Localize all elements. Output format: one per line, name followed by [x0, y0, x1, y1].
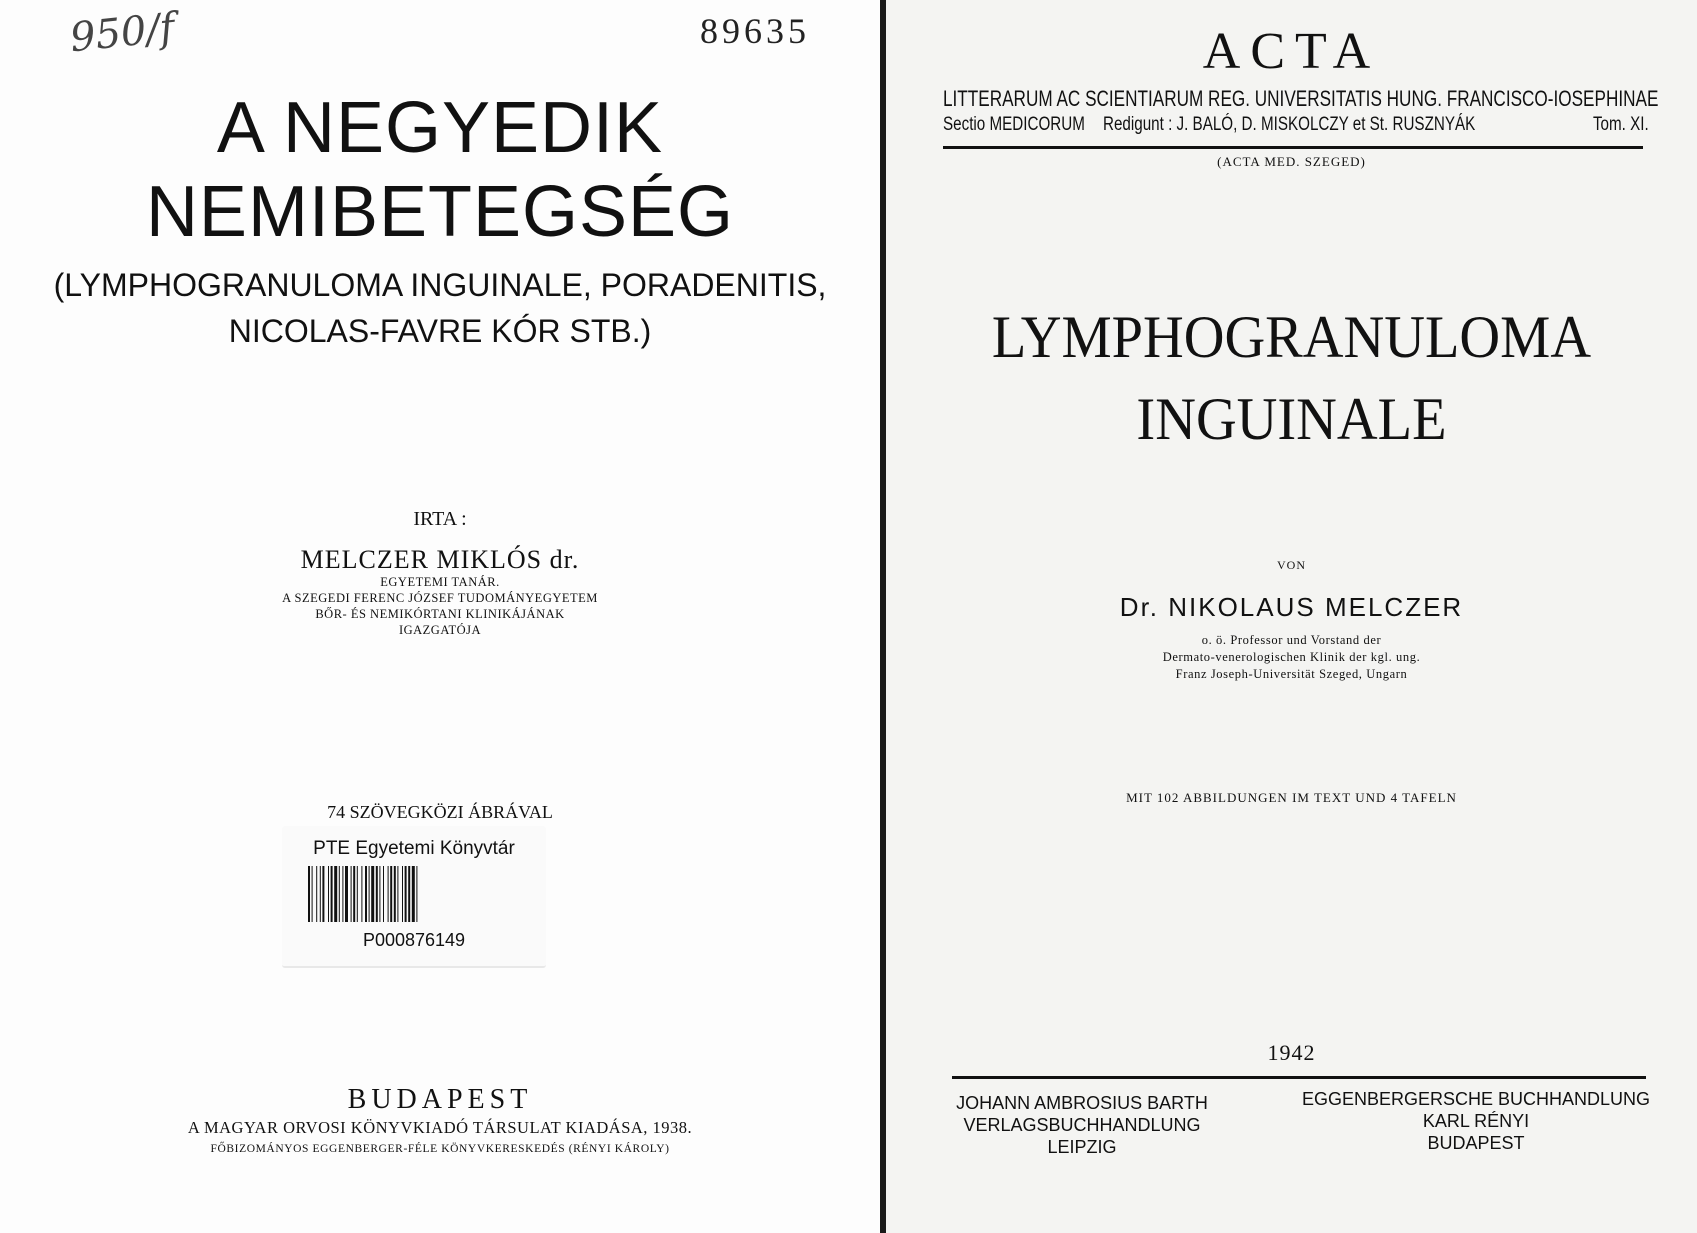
header-rule — [943, 146, 1643, 149]
author-by-label: VON — [1277, 558, 1306, 572]
barcode-number: P000876149 — [362, 930, 466, 950]
credential-line: Franz Joseph-Universität Szeged, Ungarn — [1175, 667, 1408, 681]
title-line: A NEGYEDIK — [216, 88, 664, 168]
illustrations-note: MIT 102 ABBILDUNGEN IM TEXT UND 4 TAFELN — [1126, 790, 1457, 805]
library-name: PTE Egyetemi Könyvtár — [313, 838, 515, 859]
book-subtitle — [0, 262, 880, 354]
publisher-line: BUDAPEST — [1427, 1133, 1525, 1153]
library-barcode-label — [282, 826, 546, 968]
series-title: ACTA — [1202, 23, 1381, 80]
editors-line: Redigunt : J. BALÓ, D. MISKOLCZY et St. RUSZNYÁK — [1103, 114, 1476, 135]
author-by-label: IRTA : — [413, 508, 467, 530]
title-line: NEMIBETEGSÉG — [145, 172, 735, 252]
catalog-number: 89635 — [700, 11, 810, 51]
credential-line: o. ö. Professor und Vorstand der — [1201, 633, 1382, 647]
book-title — [0, 86, 880, 254]
publisher-line: EGGENBERGERSCHE BUCHHANDLUNG — [1301, 1089, 1651, 1109]
author-credentials — [0, 574, 880, 638]
title-line: LYMPHOGRANULOMA — [991, 304, 1592, 370]
publisher-budapest — [1296, 1088, 1656, 1154]
barcode-image — [308, 866, 520, 922]
credential-line: A SZEGEDI FERENC JÓZSEF TUDOMÁNYEGYETEM — [282, 591, 598, 605]
right-title-page — [886, 0, 1697, 1233]
section-label: Sectio MEDICORUM — [943, 114, 1085, 135]
author-name: Dr. NIKOLAUS MELCZER — [1119, 592, 1464, 622]
handwritten-shelf-note: 950/f — [67, 4, 177, 62]
journal-abbreviation: (ACTA MED. SZEGED) — [1217, 154, 1366, 169]
distributor-line: FŐBIZOMÁNYOS EGGENBERGER-FÉLE KÖNYVKERESKEDÉS (RÉNYI KÁROLY) — [210, 1143, 670, 1155]
footer-rule — [952, 1076, 1646, 1079]
subtitle-line: (LYMPHOGRANULOMA INGUINALE, PORADENITIS, — [53, 267, 827, 303]
publisher-leipzig — [952, 1092, 1212, 1158]
subtitle-line: NICOLAS-FAVRE KÓR STB.) — [228, 313, 652, 349]
author-credentials — [886, 632, 1697, 683]
publisher-line: KARL RÉNYI — [1422, 1111, 1530, 1131]
title-line: INGUINALE — [1136, 386, 1447, 452]
author-name: MELCZER MIKLÓS dr. — [300, 545, 580, 574]
section-editors-row — [943, 114, 1649, 140]
publication-year: 1942 — [1267, 1040, 1316, 1065]
publication-place: BUDAPEST — [347, 1084, 533, 1115]
publisher-line: JOHANN AMBROSIUS BARTH — [956, 1093, 1208, 1113]
illustrations-note: 74 SZÖVEGKÖZI ÁBRÁVAL — [327, 802, 553, 822]
publisher-line: LEIPZIG — [1047, 1137, 1117, 1157]
publisher-line: VERLAGSBUCHHANDLUNG — [963, 1115, 1201, 1135]
credential-line: BŐR- ÉS NEMIKÓRTANI KLINIKÁJÁNAK — [315, 607, 565, 621]
publisher-line: A MAGYAR ORVOSI KÖNYVKIADÓ TÁRSULAT KIADÁSA, 1938. — [187, 1118, 693, 1137]
book-title — [910, 296, 1672, 460]
credential-line: IGAZGATÓJA — [398, 623, 482, 637]
credential-line: EGYETEMI TANÁR. — [380, 575, 500, 589]
credential-line: Dermato-venerologischen Klinik der kgl. ung. — [1162, 650, 1421, 664]
volume-label: Tom. XI. — [1593, 114, 1649, 135]
journal-name: LITTERARUM AC SCIENTIARUM REG. UNIVERSITATIS HUNG. FRANCISCO-IOSEPHINAE — [943, 86, 1659, 111]
